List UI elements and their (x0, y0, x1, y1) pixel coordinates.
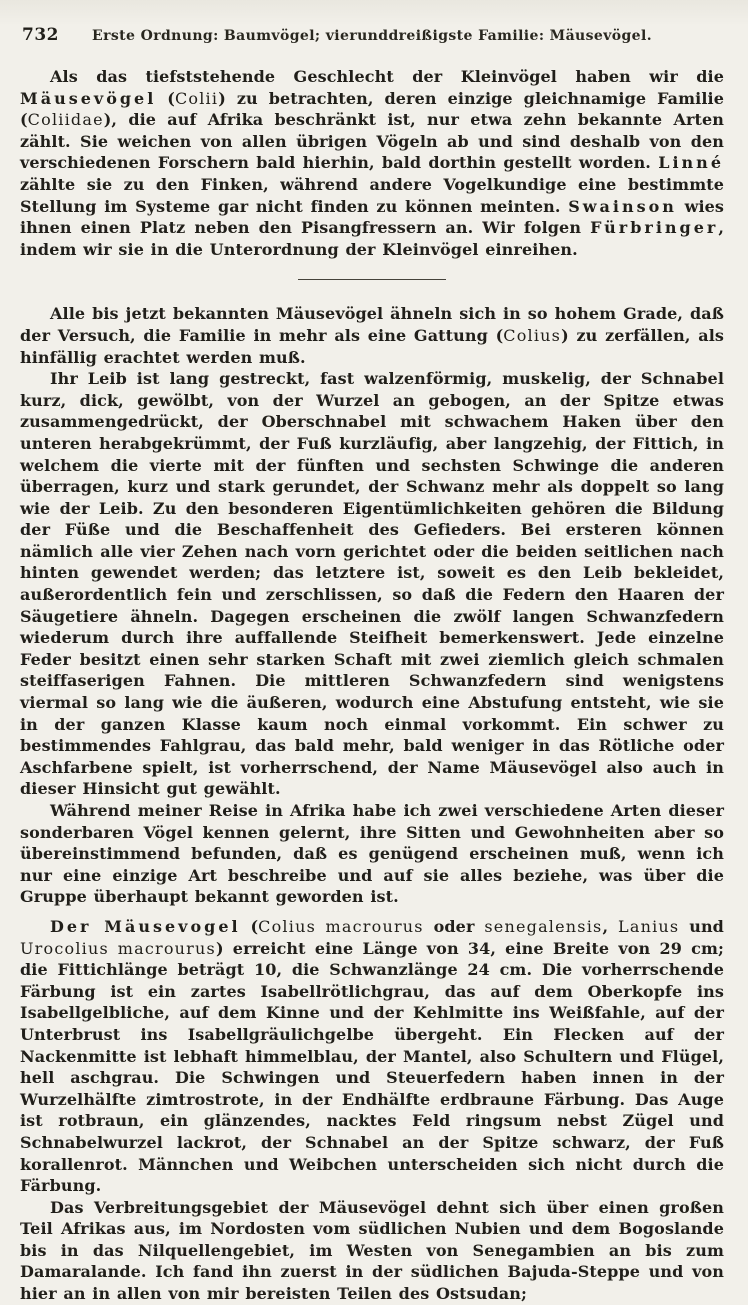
text-run: zählte sie zu den Finken, während andere Vogelkundige eine bestimmte Stellung im Systeme gar nicht finden zu können meinten. (20, 174, 724, 216)
text-run: oder (423, 916, 485, 936)
paragraph-distribution (20, 1197, 724, 1305)
text-run-latin: Coliidae (27, 110, 104, 130)
text-run: , indem wir sie in die Unterordnung der Kleinvögel einreihen. (20, 218, 724, 259)
text-run-latin: Lanius (618, 916, 680, 936)
text-run: Fürbringer (590, 218, 719, 238)
text-run-latin: Colius (503, 325, 562, 345)
text-run: Das Verbreitungsgebiet der Mäusevögel dehnt sich über einen großen Teil Afrikas aus, im Nordosten vom südlichen Nubien und dem Bogoslande bis in das Nilquellengebiet, im Westen von Senegambien an bis zum Damaralande. Ich fand ihn zuerst in der südlichen Bajuda-Steppe und von hier an in allen von mir bereisten Teilen des Ostsudan; (20, 1197, 724, 1304)
text-run-latin: Colii (174, 88, 219, 108)
text-run: Linné (658, 153, 724, 173)
text-run-latin: senegalensis (484, 916, 603, 936)
paragraph-travel (20, 800, 724, 908)
section-divider (20, 279, 724, 280)
text-run: ( (156, 88, 175, 108)
text-run: ) erreicht eine Länge von 34, eine Breite von 29 cm; die Fittichlänge beträgt 10, die Schwanzlänge 24 cm. Die vorherrschende Färbung ist ein zartes Isabellrötlichgrau, das auf dem Oberkopfe ins Isabellgelbliche, auf dem Kinne und der Kehlmitte ins Weißfahle, auf der Unterbrust ins Isabellgräulichgelbe übergeht. Ein Flecken auf der Nackenmitte ist lebhaft himmelblau, der Mantel, also Schultern und Flügel, hell aschgrau. Die Schwingen und Steuerfedern haben innen in der Wurzelhälfte zimtrostrote, in der Endhälfte erdbraune Färbung. Das Auge ist rotbraun, ein glänzendes, nacktes Feld ringsum nebst Zügel und Schnabelwurzel lackrot, der Schnabel an der Spitze schwarz, der Fuß korallenrot. Männchen und Weibchen unterscheiden sich nicht durch die Färbung. (20, 938, 724, 1196)
text-run: Während meiner Reise in Afrika habe ich zwei verschiedene Arten dieser sonderbaren Vögel kennen gelernt, ihre Sitten und Gewohnheiten aber so übereinstimmend befunden, daß es genügend erscheinen muß, wenn ich nur eine einzige Art beschreibe und auf sie alles beziehe, was über die Gruppe überhaupt bekannt geworden ist. (20, 801, 724, 907)
text-run: , (602, 916, 619, 936)
text-run: Alle bis jetzt bekannten Mäusevögel ähneln sich in so hohem Grade, daß der Versuch, die Familie in mehr als eine Gattung ( (20, 304, 724, 345)
paragraph-anatomy (20, 368, 724, 800)
text-run: Swainson (568, 196, 677, 216)
page-body (20, 66, 724, 1305)
text-run: ) zu betrachten, deren einzige gleichnamige Familie ( (20, 88, 724, 130)
divider-rule (298, 279, 446, 280)
text-run: Der Mäusevogel (50, 916, 241, 936)
text-run: Ihr Leib ist lang gestreckt, fast walzenförmig, muskelig, der Schnabel kurz, dick, gewölbt, von der Wurzel an gebogen, an der Spitze etwas zusammengedrückt, der Oberschnabel mit schwachem Haken über den unteren herabgekrümmt, der Fuß kurzläufig, aber langzehig, der Fittich, in welchem die vierte mit der fünften und sechsten Schwinge die anderen überragen, kurz und stark gerundet, der Schwanz mehr als doppelt so lang wie der Leib. Zu den besonderen Eigentümlichkeiten gehören die Bildung der Füße und die Beschaffenheit des Gefieders. Bei ersteren können nämlich alle vier Zehen nach vorn gerichtet oder die beiden seitlichen nach hinten gewendet werden; das letztere ist, soweit es den Leib bekleidet, außerordentlich fein und zerschlissen, so daß die Federn den Haaren der Säugetiere ähneln. Dagegen erscheinen die zwölf langen Schwanzfedern wiederum durch ihre auffallende Steifheit bemerkenswert. Jede einzelne Feder besitzt einen sehr starken Schaft mit zwei ziemlich gleich schmalen steiffaserigen Fahnen. Die mittleren Schwanzfedern sind wenigstens viermal so lang wie die äußeren, wodurch eine Abstufung entsteht, wie sie in der ganzen Klasse kaum noch einmal vorkommt. Ein schwer zu bestimmendes Fahlgrau, das bald mehr, bald weniger in das Rötliche oder Aschfarbene spielt, ist vorherrschend, der Name Mäusevögel also auch in dieser Hinsicht gut gewählt. (20, 369, 724, 799)
text-run: und (679, 916, 724, 936)
paragraph-intro (20, 66, 724, 260)
text-run: Als das tiefststehende Geschlecht der Kleinvögel haben wir die (50, 67, 724, 86)
text-run: wies ihnen einen Platz neben den Pisangfressern an. Wir folgen (20, 196, 725, 238)
paragraph-species (20, 916, 724, 1197)
text-run-latin: Urocolius macrourus (20, 938, 216, 958)
text-run: Mäusevögel (20, 88, 157, 108)
page-header (20, 24, 724, 48)
running-title: Erste Ordnung: Baumvögel; vierunddreißigste Familie: Mäusevögel. (92, 28, 652, 44)
text-run: ), die auf Afrika beschränkt ist, nur etwa zehn bekannte Arten zählt. Sie weichen von allen übrigen Vögeln ab und sind deshalb von den verschiedenen Forschern bald hierhin, bald dorthin gestellt worden. (20, 110, 724, 173)
page-number: 732 (22, 25, 59, 45)
paragraph-genus (20, 303, 724, 368)
text-run: ( (240, 916, 259, 936)
text-run-latin: Colius macrourus (258, 916, 424, 936)
text-run: ) zu zerfällen, als hinfällig erachtet werden muß. (20, 325, 724, 367)
